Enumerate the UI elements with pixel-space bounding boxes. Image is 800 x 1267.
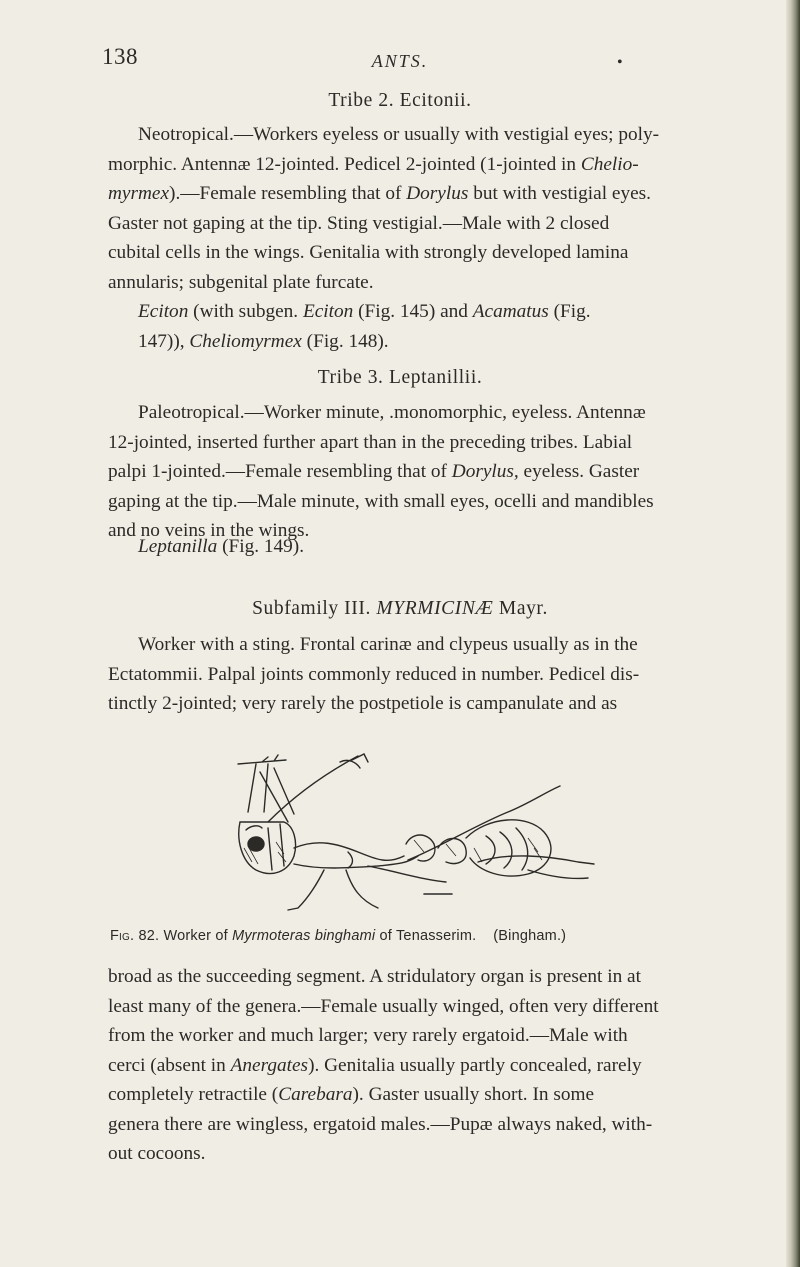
tribe-2-genera: Eciton (with subgen. Eciton (Fig. 145) and Acamatus (Fig. 147)), Cheliomyrmex (Fig. 148). (138, 301, 591, 352)
tribe-3-genera: Leptanilla (Fig. 149). (138, 536, 305, 557)
page-number: 138 (102, 44, 138, 69)
ant-illustration (228, 752, 608, 912)
running-title: ANTS. (371, 51, 429, 71)
figure-caption: Fig. 82. Worker of Myrmoteras binghami of Tenasserim. (Bingham.) (110, 928, 567, 944)
subfamily-3-heading: Subfamily III. MYRMICINÆ Mayr. (252, 598, 548, 619)
header-mark: • (617, 54, 623, 71)
subfamily-3-paragraph-1: Worker with a sting. Frontal carinæ and clypeus usually as in the Ectatommii. Palpal joints commonly reduced in number. Pedicel dis- tinctly 2-jointed; very rarely the postpetiole is campanulate and as (108, 634, 640, 714)
tribe-3-paragraph: Paleotropical.—Worker minute, .monomorphic, eyeless. Antennæ 12-jointed, inserted further apart than in the preceding tribes. Labial palpi 1-jointed.—Female resembling that of Dorylus, eyeless. Gaster gaping at the tip.—Male minute, with small eyes, ocelli and mandibles and no veins in the wings. (108, 402, 654, 541)
page-edge (786, 0, 800, 1267)
subfamily-3-paragraph-2: broad as the succeeding segment. A stridulatory organ is present in at least many of the genera.—Female usually winged, often very different from the worker and much larger; very rarely ergatoid.—Male with cerci (absent in Anergates). Genitalia usually partly concealed, rarely completely retractile (Carebara). Gaster usually short. In some genera there are wingless, ergatoid males.—Pupæ always naked, with- out cocoons. (108, 966, 659, 1164)
tribe-2-heading: Tribe 2. Ecitonii. (328, 90, 472, 111)
tribe-3-heading: Tribe 3. Leptanillii. (317, 367, 483, 388)
tribe-2-paragraph: Neotropical.—Workers eyeless or usually with vestigial eyes; poly- morphic. Antennæ 12-jointed. Pedicel 2-jointed (1-jointed in Chelio- myrmex).—Female resembling that of Dorylus but with vestigial eyes. Gaster not gaping at the tip. Sting vestigial.—Male with 2 closed cubital cells in the wings. Genitalia with strongly developed lamina annularis; subgenital plate furcate. (108, 124, 660, 293)
